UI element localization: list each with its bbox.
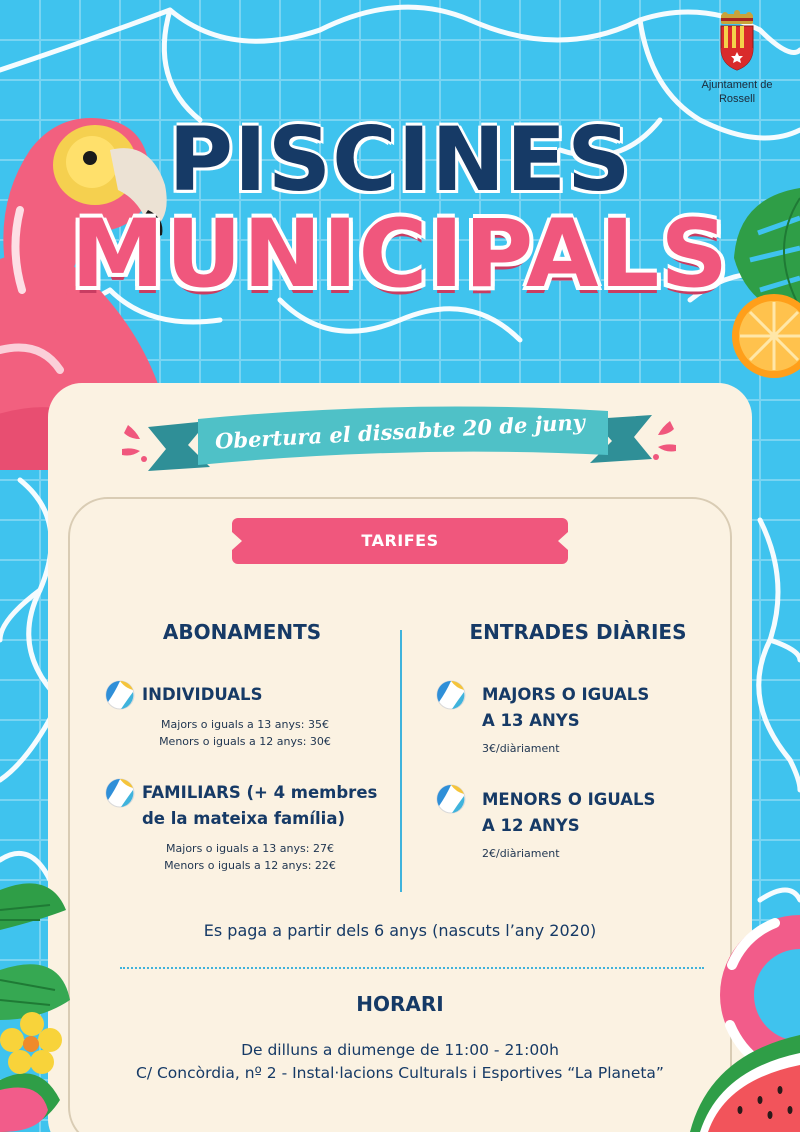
individuals-title: INDIVIDUALS [142,685,263,704]
title-piscines: PISCINES [168,108,632,211]
crest-label-line2: Rossell [718,93,756,105]
entrades-heading: ENTRADES DIÀRIES [469,620,687,644]
pink-flower-icon [0,1080,50,1132]
beach-ball-icon [436,784,466,814]
tarifes-label: TARIFES [361,531,439,550]
swim-ring-icon [690,905,800,1132]
individuals-adult-price: Majors o iguals a 13 anys: 35€ [161,718,329,731]
crest-label [692,78,782,106]
town-crest [692,10,782,106]
title-municipals: MUNICIPALS [70,200,730,309]
column-divider [400,630,402,892]
individuals-child-price: Menors o iguals a 12 anys: 30€ [159,735,331,748]
yellow-flower-icon [0,1010,64,1080]
menors-title-line2: A 12 ANYS [482,816,580,835]
crest-label-line1: Ajuntament de [701,79,773,91]
horari-heading: HORARI [356,992,444,1016]
ribbon-label-wrap [118,405,682,477]
abonaments-heading: ABONAMENTS [162,620,322,644]
banner-notch-right [558,532,568,550]
familiars-title-line1: FAMILIARS (+ 4 membres [142,783,378,802]
banner-notch-left [232,532,242,550]
menors-title-line1: MENORS O IGUALS [482,790,656,809]
opening-date-text: Obertura el dissabte 20 de juny [214,409,586,454]
orange-slice-icon [728,290,800,382]
opening-hours: De dilluns a diumenge de 11:00 - 21:00h [241,1041,559,1059]
payment-age-note: Es paga a partir dels 6 anys (nascuts l’any 2020) [203,921,597,940]
coat-of-arms-icon [715,10,759,72]
majors-title-line1: MAJORS O IGUALS [482,685,650,704]
familiars-title-line2: de la mateixa família) [142,809,346,828]
menors-daily-price: 2€/diàriament [482,847,560,860]
majors-daily-price: 3€/diàriament [482,742,560,755]
majors-title-line2: A 13 ANYS [482,711,580,730]
familiars-child-price: Menors o iguals a 12 anys: 22€ [164,859,336,872]
familiars-adult-price: Majors o iguals a 13 anys: 27€ [166,842,334,855]
beach-ball-icon [105,680,135,710]
beach-ball-icon [436,680,466,710]
dotted-separator [120,967,704,969]
address-line: C/ Concòrdia, nº 2 - Instal·lacions Culturals i Esportives “La Planeta” [136,1064,664,1082]
beach-ball-icon [105,778,135,808]
tarifes-banner [232,518,568,564]
